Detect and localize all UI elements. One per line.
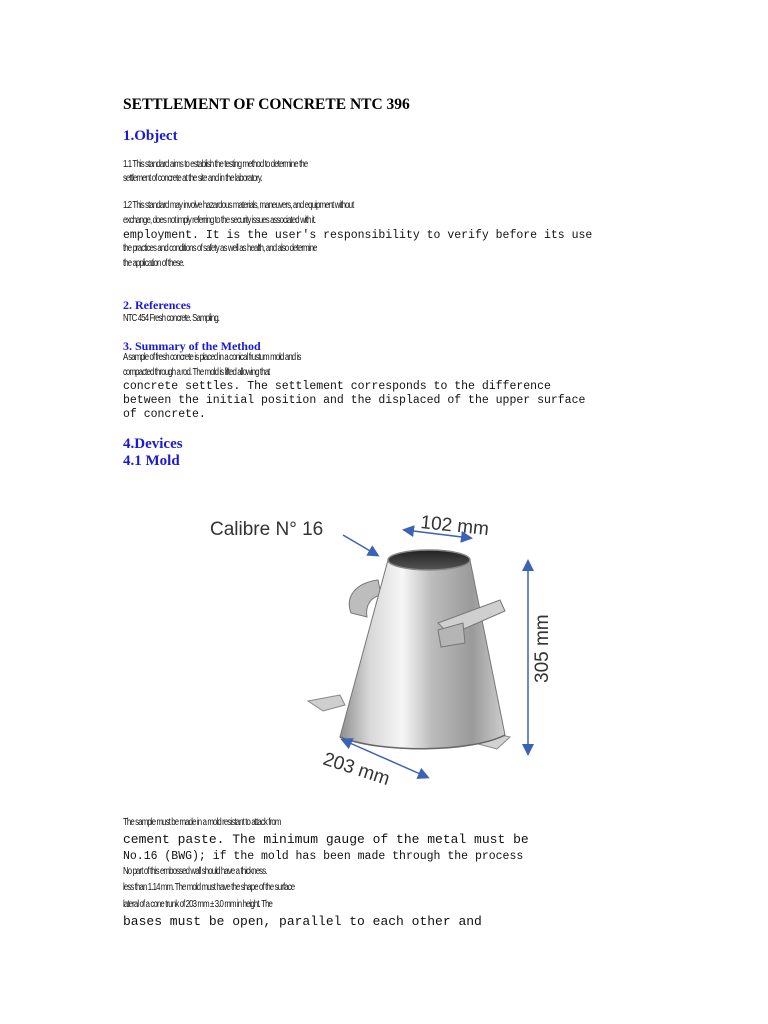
cone-top-opening — [388, 550, 470, 570]
body-text-line: less than 1.14 mm. The mold must have the shape of the surface — [123, 882, 295, 893]
slump-cone-illustration — [205, 505, 565, 790]
summary-text-line: between the initial position and the displaced of the upper surface — [123, 394, 586, 407]
bottom-diameter-label: 203 mm — [320, 748, 393, 790]
section-heading-references: 2. References — [123, 298, 191, 312]
body-text-line: No part of this embossed wall should have a thickness. — [123, 866, 267, 877]
height-label: 305 mm — [532, 614, 553, 683]
section-heading-devices: 4.Devices — [123, 436, 183, 452]
subsection-heading-mold: 4.1 Mold — [123, 453, 180, 469]
object-text-line: the application of these. — [123, 258, 184, 269]
object-text-line: exchange, does not imply referring to the security issues associated with it. — [123, 215, 316, 226]
summary-text-line: concrete settles. The settlement corresponds to the difference — [123, 380, 551, 393]
summary-text-line: A sample of fresh concrete is placed in a conical frustum mold and is — [123, 352, 301, 363]
top-diameter-label: 102 mm — [419, 512, 490, 541]
gauge-label: Calibre N° 16 — [210, 519, 324, 540]
gauge-arrow — [343, 535, 377, 555]
object-text-line: settlement of concrete at the site and in the laboratory. — [123, 173, 262, 184]
object-text-line: 1.2 This standard may involve hazardous materials, maneuvers, and equipment without — [123, 200, 354, 211]
object-text-line: 1.1 This standard aims to establish the testing method to determine the — [123, 159, 308, 170]
page-title: SETTLEMENT OF CONCRETE NTC 396 — [123, 96, 410, 113]
body-text-line: bases must be open, parallel to each other and — [123, 914, 482, 929]
body-text-line: The sample must be made in a mold resistant to attack from — [123, 817, 281, 828]
object-text-line: the practices and conditions of safety as well as health, and also determine — [123, 243, 317, 254]
summary-text-line: compacted through a rod. The mold is lifted allowing that — [123, 367, 270, 378]
slump-cone-figure — [205, 505, 565, 790]
foot-tab-left — [308, 695, 345, 711]
references-text-line: NTC 454 Fresh concrete. Sampling. — [123, 313, 220, 324]
body-text-line: No.16 (BWG); if the mold has been made through the process — [123, 850, 524, 863]
body-text-line: lateral of a cone trunk of 203 mm ± 3.0 mm in height. The — [123, 899, 273, 910]
section-heading-object: 1.Object — [123, 128, 178, 144]
body-text-line: cement paste. The minimum gauge of the metal must be — [123, 832, 529, 847]
summary-text-line: of concrete. — [123, 408, 206, 421]
object-text-line: employment. It is the user's responsibility to verify before its use — [123, 229, 593, 242]
section-heading-summary: 3. Summary of the Method — [123, 339, 261, 353]
